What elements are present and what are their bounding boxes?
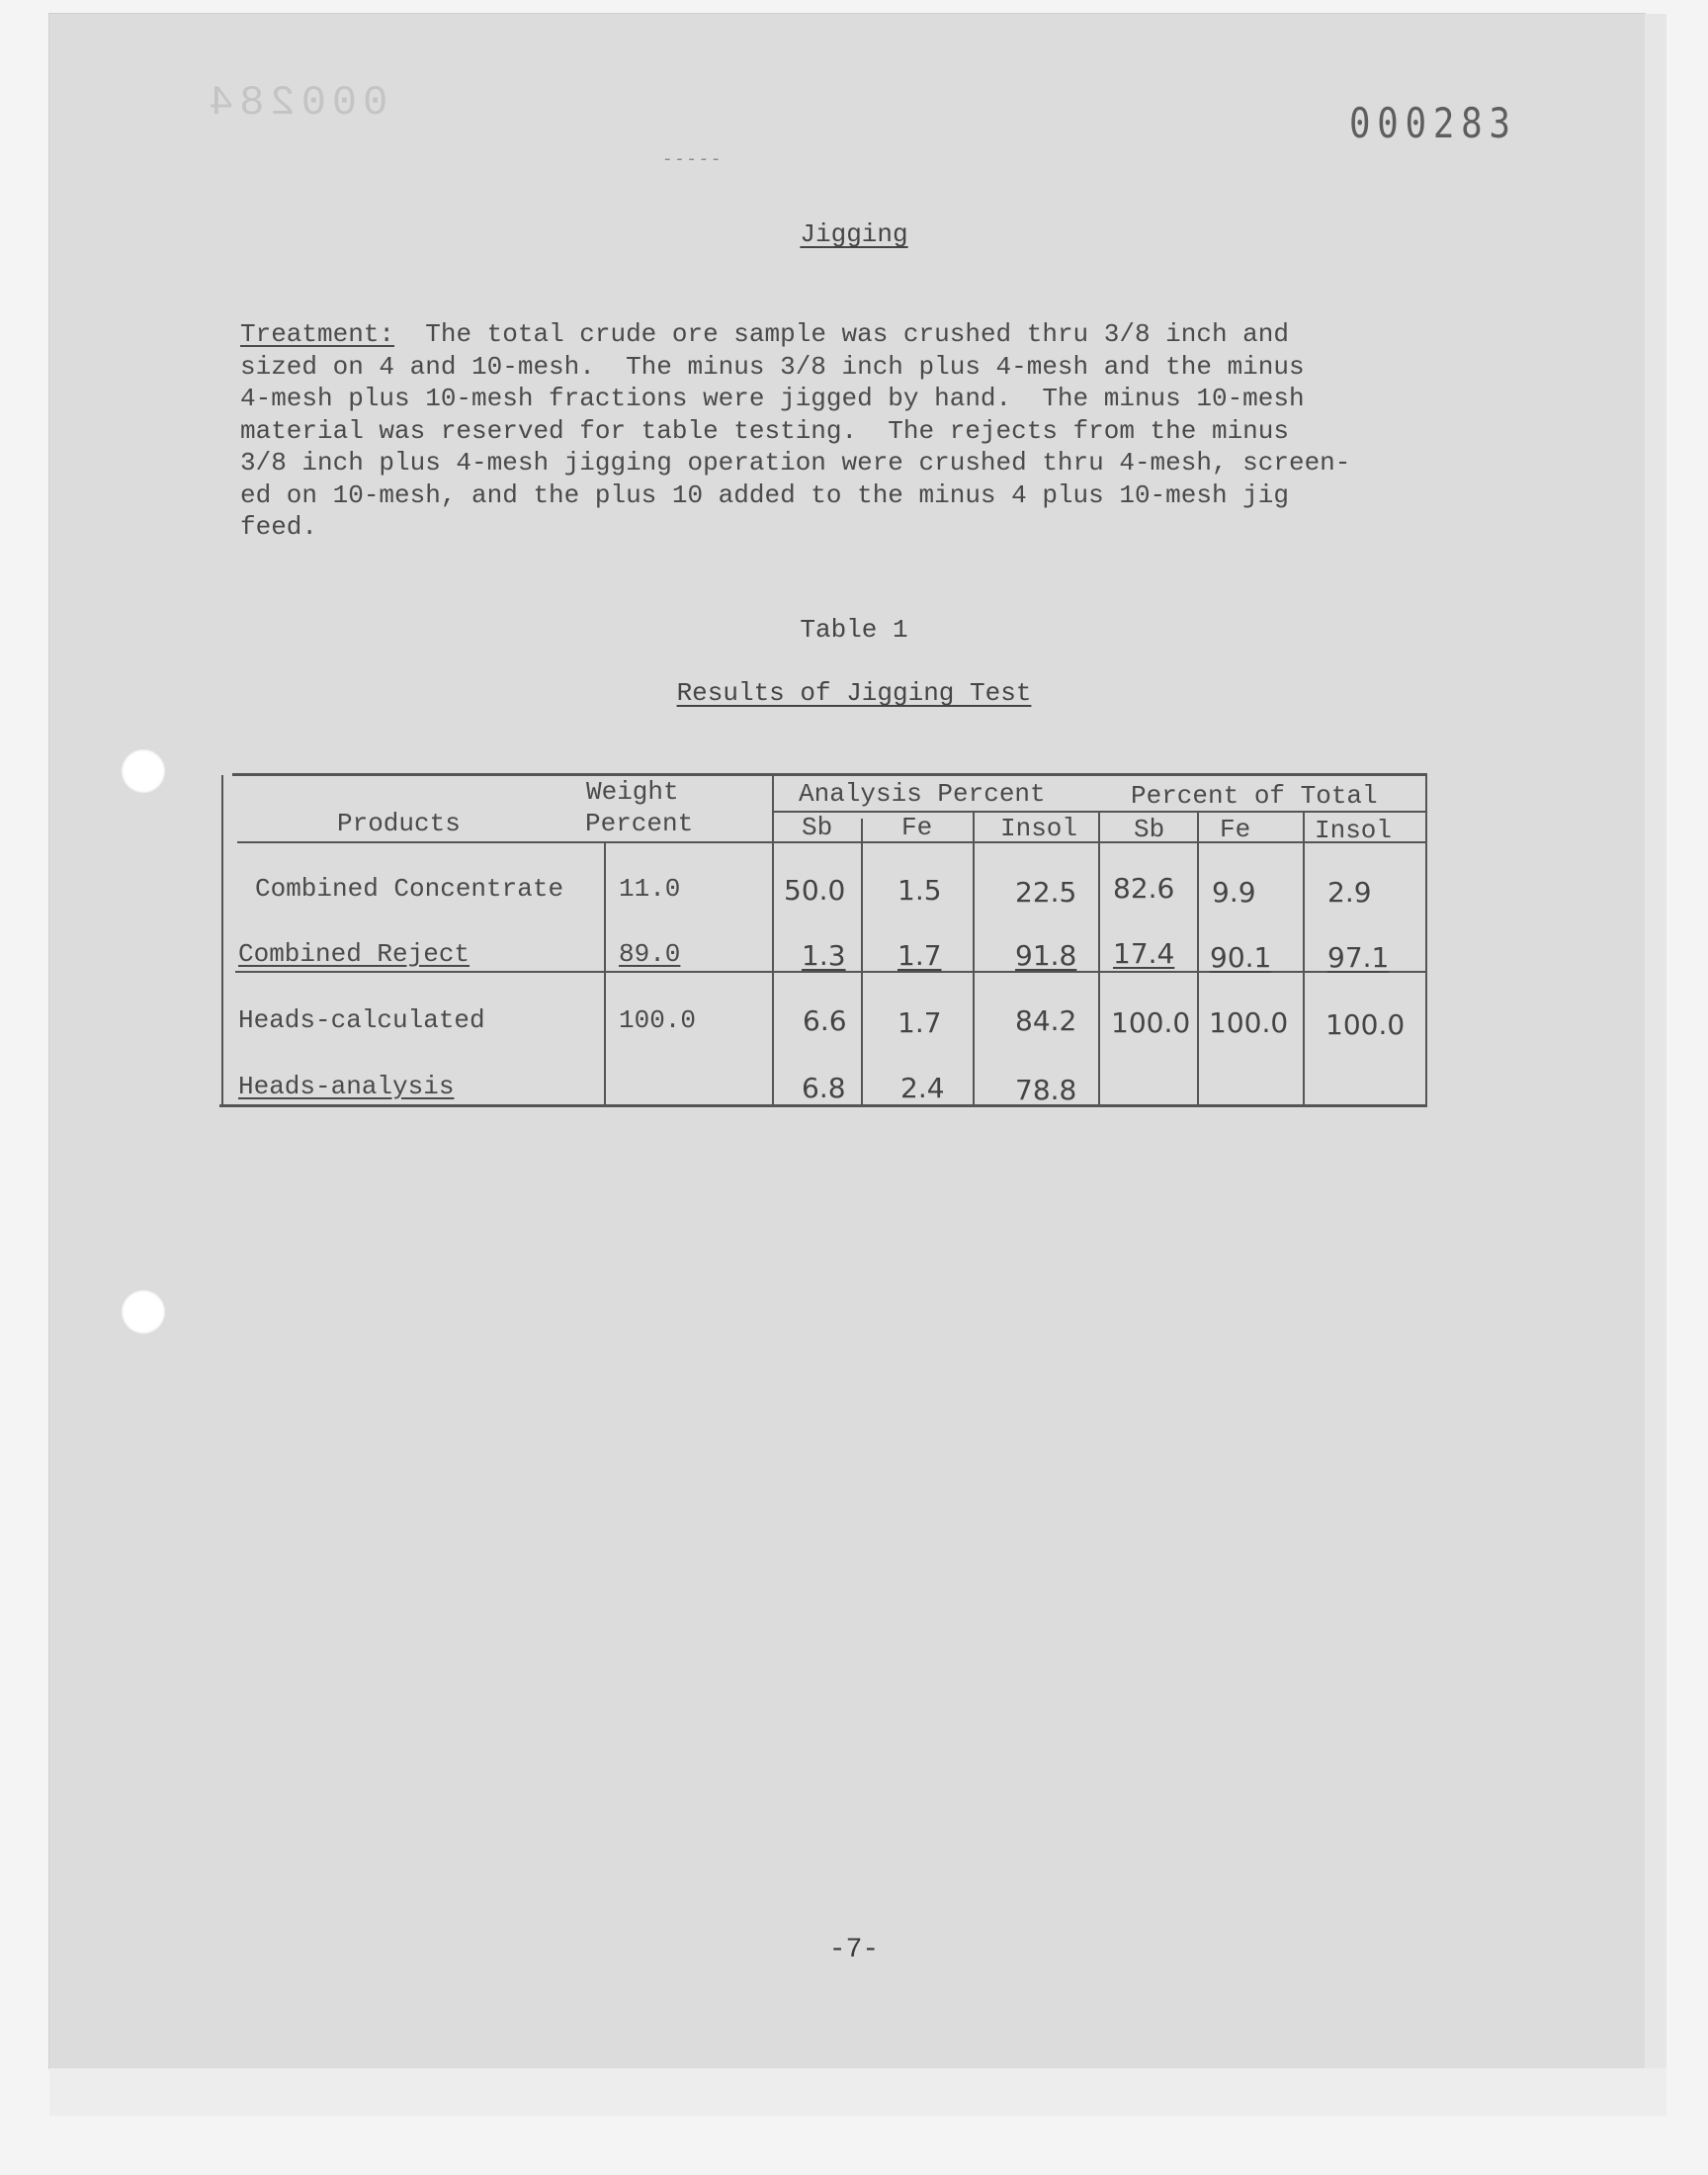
treatment-label: Treatment: — [240, 319, 395, 349]
header-products: Products — [337, 809, 461, 838]
column-divider-analysis — [772, 775, 774, 1104]
table-title-text: Results of Jigging Test — [676, 678, 1032, 708]
column-divider-total-fe-insol — [1303, 813, 1305, 1104]
row-2-analysis-insol: 91.8 — [1015, 939, 1077, 972]
row-3-analysis-insol: 84.2 — [1015, 1004, 1077, 1037]
page-number: -7- — [828, 1935, 880, 1965]
treatment-line-6: ed on 10-mesh, and the plus 10 added to the minus 4 plus 10-mesh jig — [240, 479, 1289, 510]
header-analysis-insol: Insol — [1000, 814, 1078, 843]
row-4-analysis-fe: 2.4 — [900, 1072, 945, 1104]
column-divider-fe-insol — [973, 813, 975, 1104]
row-1-weight: 11.0 — [619, 874, 681, 904]
row-3-total-sb: 100.0 — [1111, 1006, 1191, 1039]
column-divider-weight — [604, 843, 606, 1104]
column-divider-sb-fe — [861, 819, 863, 1104]
row-4-analysis-insol: 78.8 — [1015, 1074, 1077, 1106]
table-right-border — [1425, 775, 1427, 1105]
header-total-sb: Sb — [1134, 815, 1165, 844]
row-2-product: Combined Reject — [238, 939, 470, 969]
document-number: 000283 — [1349, 99, 1517, 147]
row-1-analysis-sb: 50.0 — [784, 874, 846, 907]
row-2-weight: 89.0 — [619, 939, 681, 969]
row-3-total-fe: 100.0 — [1209, 1006, 1289, 1039]
row-1-analysis-fe: 1.5 — [897, 874, 942, 907]
row-3-weight: 100.0 — [619, 1005, 697, 1035]
header-weight-line2: Percent — [585, 809, 694, 838]
row-1-total-fe: 9.9 — [1212, 876, 1256, 909]
section-heading-text: Jigging — [800, 219, 908, 249]
table-top-rule — [232, 773, 1427, 776]
table-caption: Table 1 — [800, 615, 908, 645]
treatment-line-1: The total crude ore sample was crushed thru 3/8 inch and — [425, 319, 1289, 349]
table-group-rule — [773, 811, 1427, 813]
row-3-total-insol: 100.0 — [1325, 1008, 1406, 1041]
header-total-insol: Insol — [1315, 816, 1393, 845]
column-divider-total-sb-fe — [1197, 813, 1199, 1104]
row-2-analysis-fe: 1.7 — [897, 939, 942, 972]
column-divider-total — [1098, 813, 1100, 1104]
row-2-total-fe: 90.1 — [1210, 941, 1272, 974]
header-total-fe: Fe — [1220, 815, 1251, 844]
treatment-line-7: feed. — [240, 512, 318, 542]
row-2-total-insol: 97.1 — [1327, 941, 1390, 974]
row-4-analysis-sb: 6.8 — [802, 1072, 846, 1104]
stray-mark-top: - - - - - — [664, 148, 720, 169]
bleed-through-number: 000284 — [203, 79, 388, 127]
row-1-product: Combined Concentrate — [255, 874, 564, 904]
treatment-line-5: 3/8 inch plus 4-mesh jigging operation were crushed thru 4-mesh, screen- — [240, 448, 1351, 478]
table-left-border — [221, 775, 223, 1105]
treatment-line-3: 4-mesh plus 10-mesh fractions were jigged by hand. The minus 10-mesh — [240, 384, 1305, 413]
header-weight-line1: Weight — [586, 777, 679, 807]
row-3-product: Heads-calculated — [238, 1005, 485, 1035]
treatment-line-4: material was reserved for table testing. The rejects from the minus — [240, 415, 1289, 446]
table-bottom-rule — [219, 1104, 1427, 1107]
treatment-line-2: sized on 4 and 10-mesh. The minus 3/8 inch plus 4-mesh and the minus — [240, 351, 1305, 382]
header-analysis-sb: Sb — [802, 813, 833, 842]
row-3-analysis-fe: 1.7 — [897, 1006, 942, 1039]
header-analysis-fe: Fe — [901, 813, 933, 842]
header-analysis-percent: Analysis Percent — [799, 779, 1046, 809]
row-1-analysis-insol: 22.5 — [1015, 876, 1077, 909]
row-1-total-insol: 2.9 — [1327, 876, 1372, 909]
row-2-total-sb: 17.4 — [1113, 937, 1175, 970]
row-1-total-sb: 82.6 — [1113, 872, 1175, 905]
row-2-analysis-sb: 1.3 — [802, 939, 846, 972]
header-percent-of-total: Percent of Total — [1131, 781, 1378, 811]
row-4-product: Heads-analysis — [238, 1072, 455, 1101]
row-3-analysis-sb: 6.6 — [803, 1004, 847, 1037]
